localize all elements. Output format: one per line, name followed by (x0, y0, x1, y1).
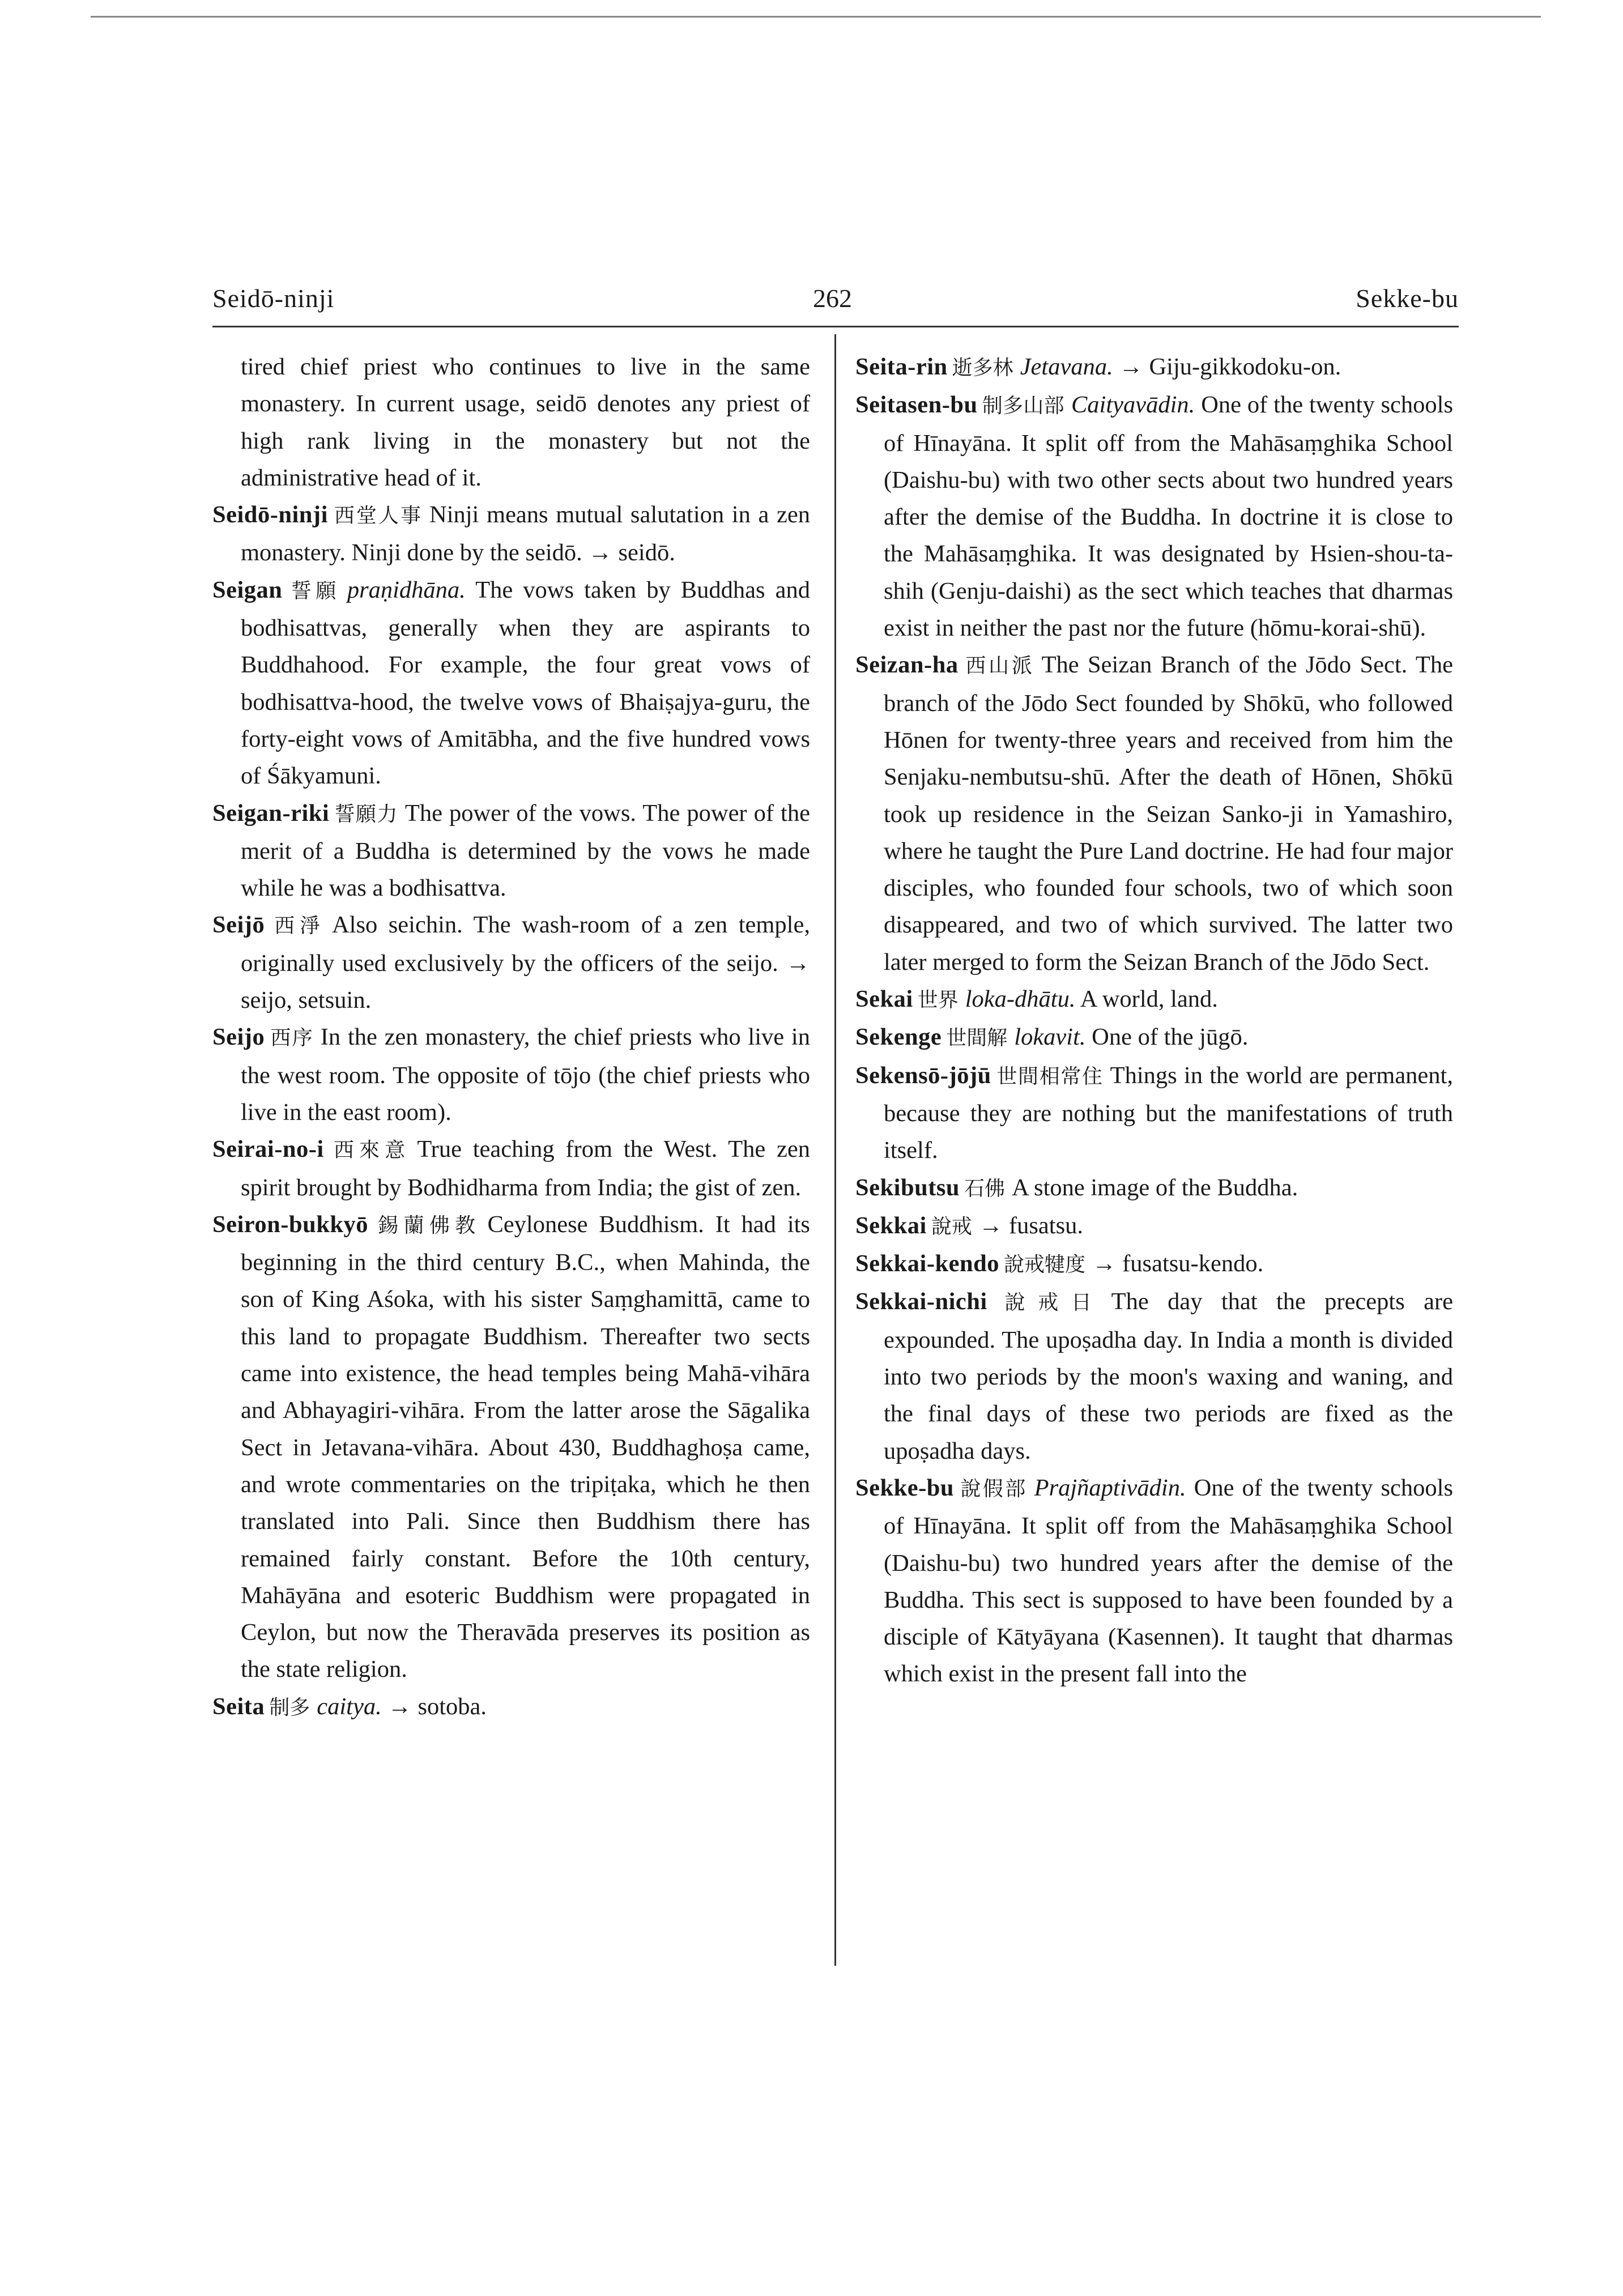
entry-text: One of the twenty schools of Hīnayāna. It split off from the Mahāsaṃghika School (Daishu-bu) with two other sects about two hundred years after the demise of the Buddha. In doctrine it is close to the Mahāsaṃghika. It was designated by Hsien-shou-ta-shih (Genju-daishi) as the sect which teaches that dharmas exist in neither the past nor the future (hōmu-korai-shū). (884, 391, 1453, 642)
entry-kanji: 制多 (269, 1696, 310, 1719)
entry-headword: Seita (212, 1693, 265, 1720)
entry-text: One of the jūgō. (1092, 1024, 1249, 1051)
entry-text: True teaching from the West. The zen spirit brought by Bodhidharma from India; the gist of zen. (241, 1136, 810, 1201)
entry-kanji: 制多山部 (982, 394, 1064, 418)
dictionary-entry (855, 1469, 1453, 1693)
entry-text: Also seichin. The wash-room of a zen temple, originally used exclusively by the officers of the seijo. → seijo, setsuin. (241, 911, 810, 1014)
entry-headword: Seitasen-bu (855, 391, 978, 419)
dictionary-entry (855, 1207, 1453, 1245)
entry-sanskrit-term: caitya. (317, 1693, 382, 1720)
left-column (212, 348, 810, 1726)
entry-text: A world, land. (1080, 986, 1218, 1013)
dictionary-entry (855, 1169, 1453, 1207)
entry-text: Things in the world are permanent, because they are nothing but the manifestations of truth itself. (884, 1062, 1453, 1164)
entry-kanji: 世間解 (946, 1026, 1008, 1050)
header-right-guide-word: Sekke-bu (1356, 284, 1459, 313)
dictionary-entry (212, 906, 810, 1019)
entry-headword: Seigan (212, 576, 283, 603)
entry-kanji: 逝多林 (952, 356, 1013, 380)
entry-text: The day that the precepts are expounded. The upoṣadha day. In India a month is divided into two periods by the moon's waxing and waning, and the final days of these two periods are fixed as the upoṣadha days. (884, 1288, 1453, 1464)
entry-text: A stone image of the Buddha. (1012, 1174, 1298, 1201)
entry-kanji: 世界 (917, 989, 959, 1012)
dictionary-entry (212, 1131, 810, 1206)
entry-kanji: 說戒犍度 (1004, 1253, 1086, 1277)
entry-sanskrit-term: loka-dhātu. (965, 986, 1076, 1013)
entry-kanji: 西來意 (328, 1139, 411, 1162)
entry-text: tired chief priest who continues to live in the same monastery. In current usage, seidō denotes any priest of high rank living in the monastery but not the administrative head of it. (241, 353, 810, 491)
entry-headword: Seiron-bukkyō (212, 1211, 368, 1238)
entry-text: One of the twenty schools of Hīnayāna. It split off from the Mahāsaṃghika School (Daishu-bu) two hundred years after the demise of the Buddha. This sect is supposed to have been founded by a disciple of Kātyāyana (Kasennen). It taught that dharmas which exist in the present fall into the (884, 1474, 1453, 1688)
entry-kanji: 說戒日 (991, 1291, 1105, 1315)
entry-headword: Sekibutsu (855, 1174, 960, 1201)
entry-kanji: 世間相常住 (995, 1064, 1104, 1088)
entry-headword: Sekkai-kendo (855, 1250, 1000, 1277)
entry-kanji: 西序 (269, 1026, 314, 1050)
dictionary-entry-continuation (212, 348, 810, 496)
entry-text: → Giju-gikkodoku-on. (1119, 353, 1341, 380)
entry-headword: Seidō-ninji (212, 501, 328, 529)
entry-text: → fusatsu. (978, 1212, 1084, 1239)
entry-headword: Seirai-no-i (212, 1136, 324, 1163)
dictionary-entry (212, 1206, 810, 1688)
entry-text: In the zen monastery, the chief priests who live in the west room. The opposite of tōjo (the chief priests who live in the east room). (241, 1024, 810, 1126)
dictionary-entry (855, 1019, 1453, 1057)
entry-headword: Seita-rin (855, 353, 948, 380)
entry-headword: Seigan-riki (212, 799, 330, 827)
entry-headword: Seijō (212, 911, 265, 939)
entry-headword: Sekensō-jōjū (855, 1062, 991, 1089)
page-number: 262 (813, 284, 852, 313)
entry-headword: Sekai (855, 986, 913, 1013)
entry-text: → fusatsu-kendo. (1092, 1250, 1264, 1277)
entry-sanskrit-term: Caityavādin. (1071, 391, 1195, 419)
dictionary-entry (212, 496, 810, 572)
entry-kanji: 說戒 (931, 1215, 972, 1238)
entry-headword: Sekkai-nichi (855, 1288, 987, 1315)
dictionary-entry (212, 795, 810, 907)
entry-kanji: 石佛 (964, 1177, 1006, 1200)
entry-headword: Sekenge (855, 1024, 942, 1051)
entry-kanji: 西堂人事 (332, 504, 423, 528)
header-left-guide-word: Seidō-ninji (212, 284, 335, 313)
entry-text: → sotoba. (387, 1693, 487, 1720)
dictionary-entry (855, 1283, 1453, 1469)
entry-sanskrit-term: Prajñaptivādin. (1034, 1474, 1186, 1501)
dictionary-entry (855, 348, 1453, 386)
entry-text: Ninji means mutual salutation in a zen monastery. Ninji done by the seidō. → seidō. (241, 501, 810, 566)
entry-headword: Sekke-bu (855, 1474, 955, 1501)
entry-text: The Seizan Branch of the Jōdo Sect. The branch of the Jōdo Sect founded by Shōkū, who followed Hōnen for twenty-three years and received from him the Senjaku-nembutsu-shū. After the death of Hōnen, Shōkū took up residence in the Seizan Sanko-ji in Yamashiro, where he taught the Pure Land doctrine. He had four major disciples, who founded four schools, two of which soon disappeared, and two of which survived. The latter two later merged to form the Seizan Branch of the Jōdo Sect. (884, 651, 1453, 976)
entry-kanji: 說假部 (959, 1477, 1028, 1501)
entry-sanskrit-term: lokavit. (1014, 1024, 1086, 1051)
entry-headword: Seizan-ha (855, 651, 959, 679)
column-divider (834, 334, 836, 1966)
dictionary-entry (855, 386, 1453, 646)
entry-sanskrit-term: praṇidhāna. (347, 576, 466, 603)
entry-kanji: 錫蘭佛教 (373, 1213, 481, 1237)
dictionary-entry (212, 572, 810, 795)
right-column (855, 348, 1453, 1693)
header-rule (212, 326, 1459, 327)
entry-kanji: 誓願 (287, 579, 340, 603)
dictionary-entry (855, 981, 1453, 1019)
dictionary-entry (212, 1019, 810, 1131)
running-header (212, 283, 1459, 317)
dictionary-entry (855, 1245, 1453, 1283)
entry-kanji: 西淨 (269, 914, 325, 938)
entry-text: The power of the vows. The power of the merit of a Buddha is determined by the vows he made while he was a bodhisattva. (241, 799, 810, 902)
entry-text: The vows taken by Buddhas and bodhisattvas, generally when they are aspirants to Buddhahood. For example, the four great vows of bodhisattva-hood, the twelve vows of Bhaiṣajya-guru, the forty-eight vows of Amitābha, and the five hundred vows of Śākyamuni. (241, 576, 810, 790)
entry-sanskrit-term: Jetavana. (1020, 353, 1113, 380)
entry-kanji: 誓願力 (334, 802, 398, 826)
entry-text: Ceylonese Buddhism. It had its beginning in the third century B.C., when Mahinda, the son of King Aśoka, with his sister Saṃghamittā, came to this land to propagate Buddhism. Thereafter two sects came into existence, the head temples being Mahā-vihāra and Abhayagiri-vihāra. From the latter arose the Sāgalika Sect in Jetavana-vihāra. About 430, Buddhaghoṣa came, and wrote commentaries on the tripiṭaka, which he then translated into Pali. Since then Buddhism there has remained fairly constant. Before the 10th century, Mahāyāna and esoteric Buddhism were propagated in Ceylon, but now the Theravāda preserves its position as the state religion. (241, 1211, 810, 1683)
dictionary-entry (855, 646, 1453, 981)
entry-kanji: 西山派 (962, 654, 1035, 678)
dictionary-entry (855, 1057, 1453, 1169)
entry-headword: Seijo (212, 1024, 265, 1051)
top-rule (91, 16, 1541, 18)
entry-headword: Sekkai (855, 1212, 927, 1239)
dictionary-entry (212, 1688, 810, 1726)
